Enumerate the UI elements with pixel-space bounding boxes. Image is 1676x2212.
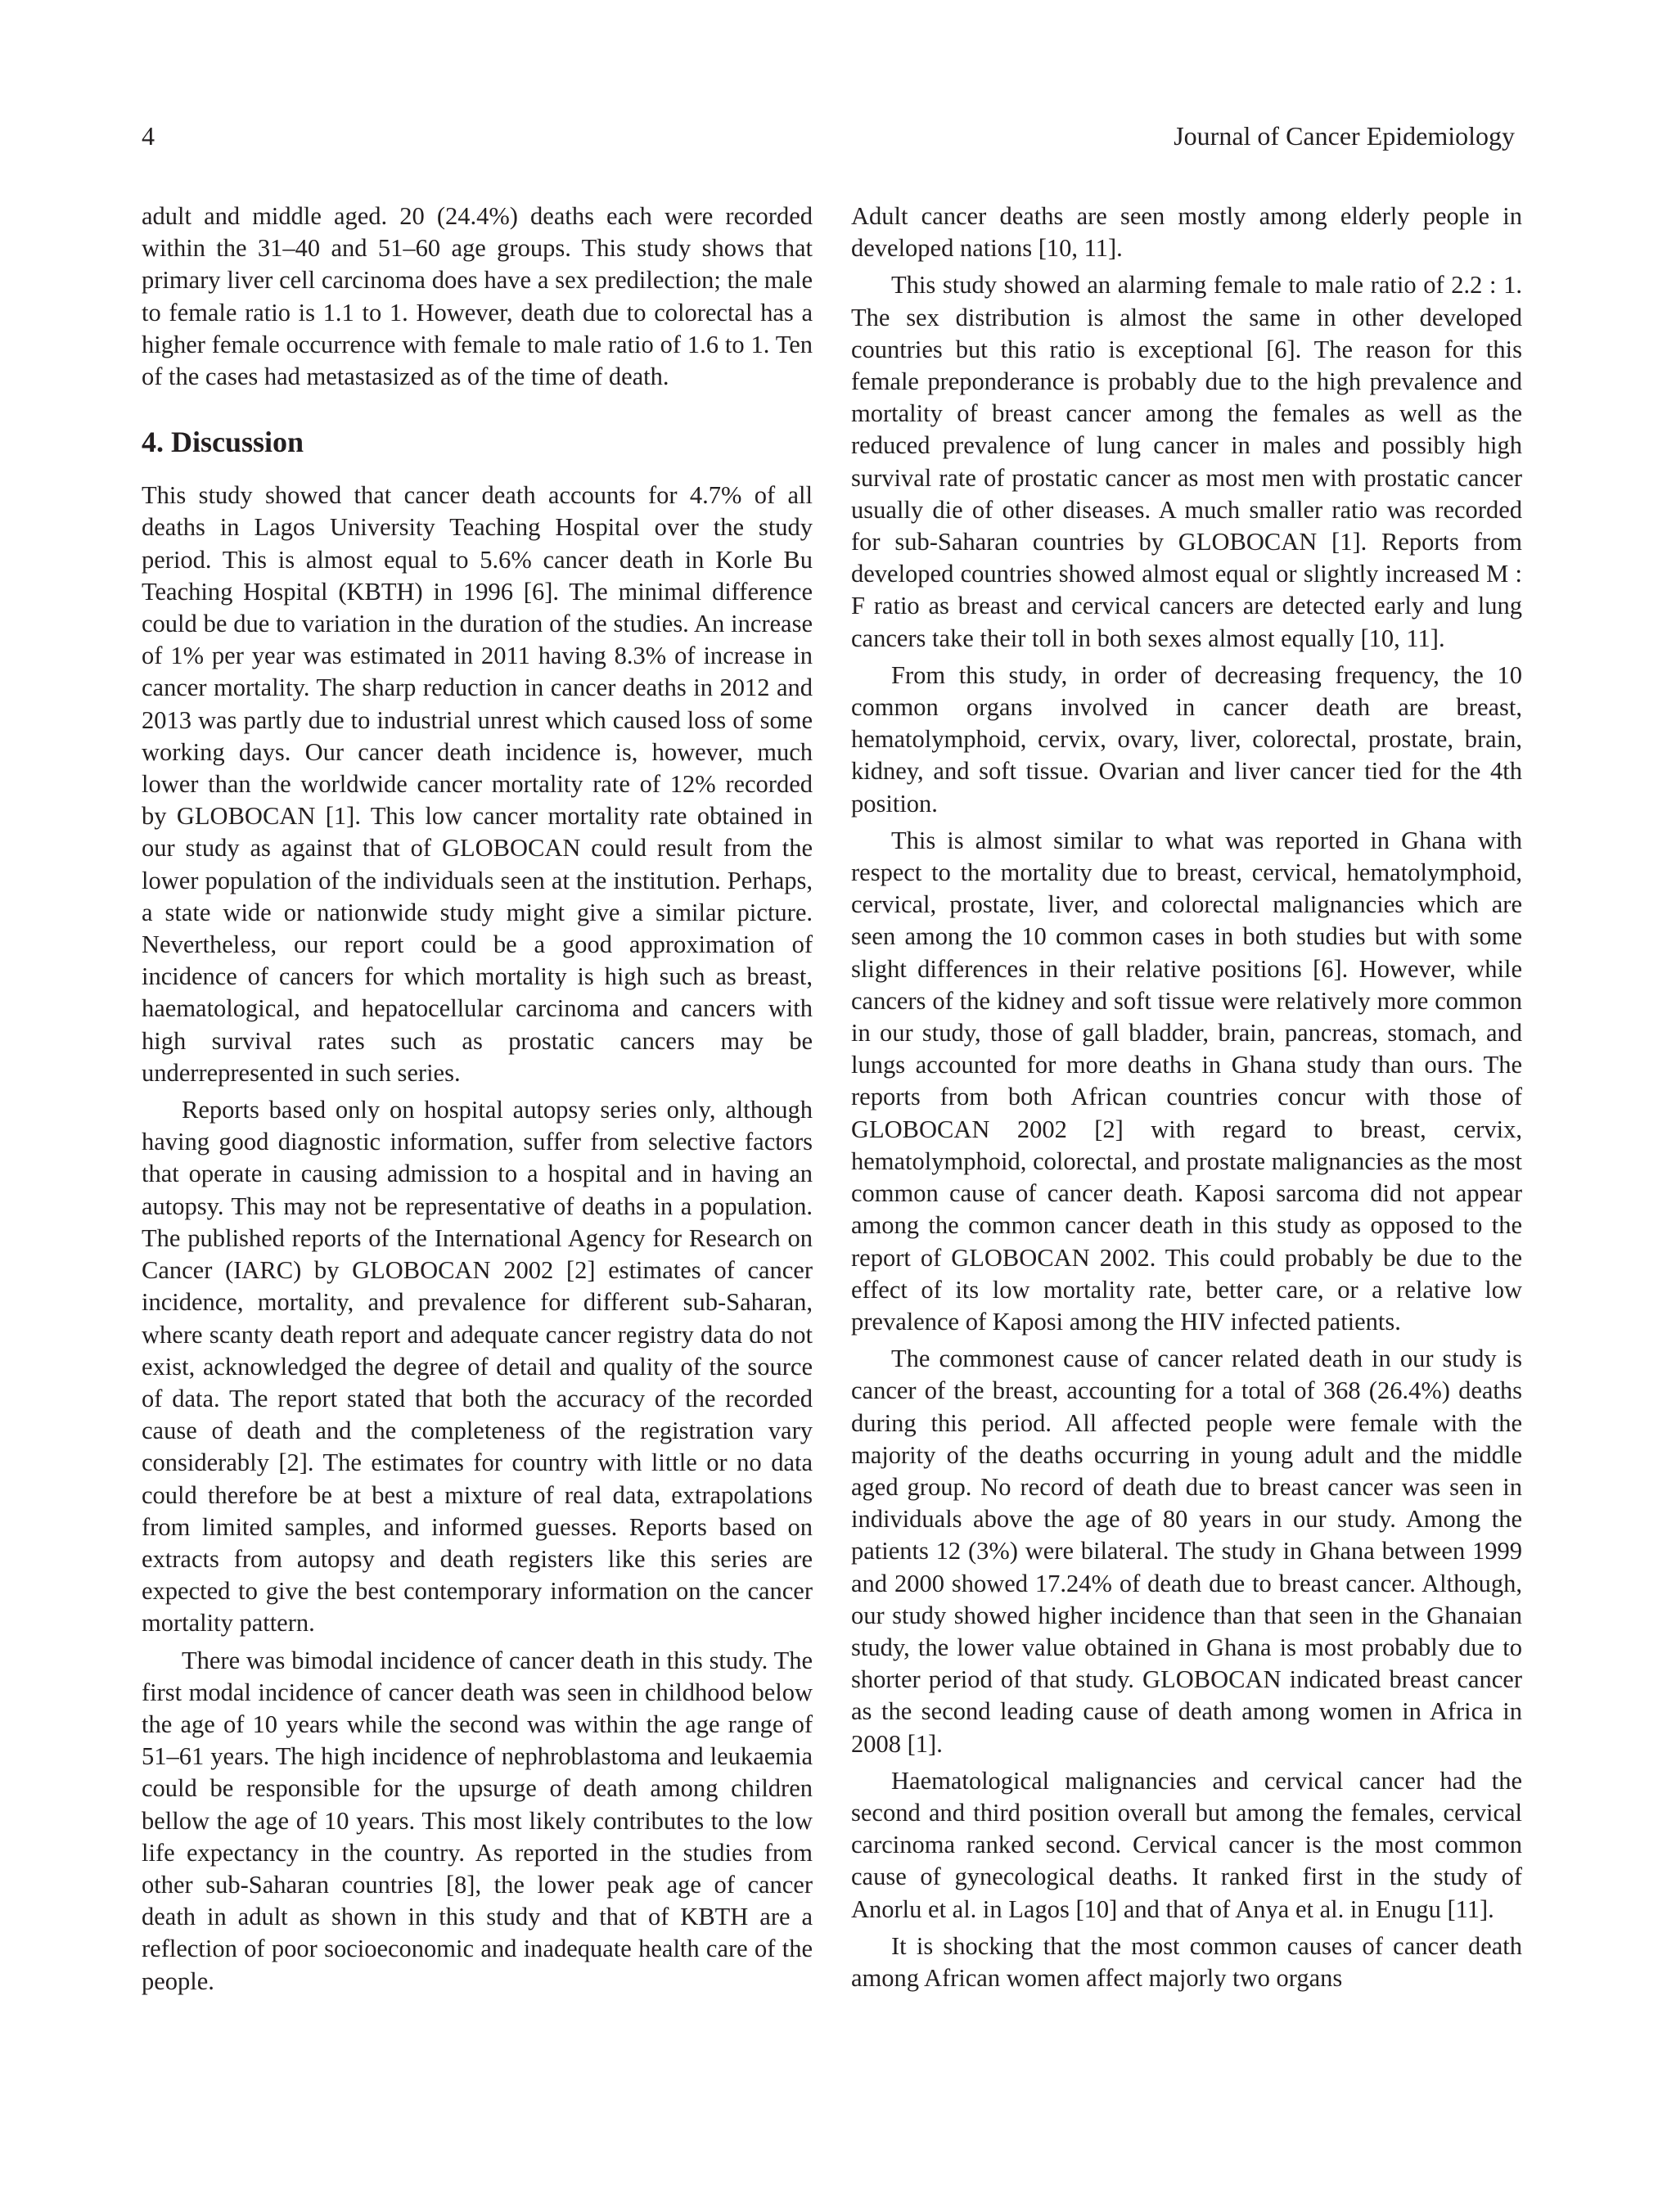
running-header (142, 119, 1515, 152)
left-column (142, 200, 813, 2003)
paragraph-continued: Adult cancer deaths are seen mostly among elderly people in developed nations [10, 11]. (851, 202, 1522, 263)
paragraph: This study showed that cancer death accounts for 4.7% of all deaths in Lagos University Teaching Hospital over the study period. This is almost equal to 5.6% cancer death in Korle Bu Teaching Hospital (KBTH) in 1996 [6]. The minimal difference could be due to variation in the duration of the studies. An increase of 1% per year was estimated in 2011 having 8.3% of increase in cancer mortality. The sharp reduction in cancer deaths in 2012 and 2013 was partly due to industrial unrest which caused loss of some working days. Our cancer death incidence is, however, much lower than the worldwide cancer mortality rate of 12% recorded by GLOBOCAN [1]. This low cancer mortality rate obtained in our study as against that of GLOBOCAN could result from the lower population of the individuals seen at the institution. Perhaps, a state wide or nationwide study might give a similar picture. Nevertheless, our report could be a good approximation of incidence of cancers for which mortality is high such as breast, haematological, and hepatocellular carcinoma and cancers with high survival rates such as prostatic cancers may be underrepresented in such series. (142, 481, 813, 1087)
paragraph: There was bimodal incidence of cancer death in this study. The first modal incidence of cancer death was seen in childhood below the age of 10 years while the second was within the age range of 51–61 years. The high incidence of nephroblastoma and leukaemia could be responsible for the upsurge of death among children bellow the age of 10 years. This most likely contributes to the low life expectancy in the country. As reported in the studies from other sub-Saharan countries [8], the lower peak age of cancer death in adult as shown in this study and that of KBTH are a reflection of poor socioeconomic and inadequate health care of the people. (142, 1646, 813, 1995)
paragraph: It is shocking that the most common causes of cancer death among African women affect majorly two organs (851, 1931, 1522, 1992)
paragraph: Reports based only on hospital autopsy series only, although having good diagnostic information, suffer from selective factors that operate in causing admission to a hospital and in having an autopsy. This may not be representative of deaths in a population. The published reports of the International Agency for Research on Cancer (IARC) by GLOBOCAN 2002 [2] estimates of cancer incidence, mortality, and prevalence for different sub-Saharan, where scanty death report and adequate cancer registry data do not exist, acknowledged the degree of detail and quality of the source of data. The report stated that both the accuracy of the recorded cause of death and the completeness of the registration vary considerably [2]. The estimates for country with little or no data could therefore be at best a mixture of real data, extrapolations from limited samples, and informed guesses. Reports based on extracts from autopsy and death registers like this series are expected to give the best contemporary information on the cancer mortality pattern. (142, 1096, 813, 1638)
section-heading-discussion: 4. Discussion (142, 426, 304, 459)
paragraph: This is almost similar to what was reported in Ghana with respect to the mortality due to breast, cervical, hematolymphoid, cervical, prostate, liver, and colorectal malignancies which are seen among the 10 common cases in both studies but with some slight differences in their relative positions [6]. However, while cancers of the kidney and soft tissue were relatively more common in our study, those of gall bladder, brain, pancreas, stomach, and lungs accounted for more deaths in Ghana study than ours. The reports from both African countries concur with those of GLOBOCAN 2002 [2] with regard to breast, cervix, hematolymphoid, colorectal, and prostate malignancies as the most common cause of cancer death. Kaposi sarcoma did not appear among the common cancer death in this study as opposed to the report of GLOBOCAN 2002. This could probably be due to the effect of its low mortality rate, better care, or a relative low prevalence of Kaposi among the HIV infected patients. (851, 826, 1522, 1336)
paragraph: This study showed an alarming female to male ratio of 2.2 : 1. The sex distribution is almost the same in other developed countries but this ratio is exceptional [6]. The reason for this female preponderance is probably due to the high prevalence and mortality of breast cancer among the females as well as the reduced prevalence of lung cancer in males and possibly high survival rate of prostatic cancer as most men with prostatic cancer usually die of other diseases. A much smaller ratio was recorded for sub-Saharan countries by GLOBOCAN [1]. Reports from developed countries showed almost equal or slightly increased M : F ratio as breast and cervical cancers are detected early and lung cancers take their toll in both sexes almost equally [10, 11]. (851, 271, 1522, 652)
page-number: 4 (142, 121, 155, 151)
paragraph-continued: adult and middle aged. 20 (24.4%) deaths each were recorded within the 31–40 and 51–60 age groups. This study shows that primary liver cell carcinoma does have a sex predilection; the male to female ratio is 1.1 to 1. However, death due to colorectal has a higher female occurrence with female to male ratio of 1.6 to 1. Ten of the cases had metastasized as of the time of death. (142, 202, 813, 391)
paragraph: The commonest cause of cancer related death in our study is cancer of the breast, accounting for a total of 368 (26.4%) deaths during this period. All affected people were female with the majority of the deaths occurring in young adult and the middle aged group. No record of death due to breast cancer was seen in individuals above the age of 80 years in our study. Among the patients 12 (3%) were bilateral. The study in Ghana between 1999 and 2000 showed 17.24% of death due to breast cancer. Although, our study showed higher incidence than that seen in the Ghanaian study, the lower value obtained in Ghana is most probably due to shorter period of that study. GLOBOCAN indicated breast cancer as the second leading cause of death among women in Africa in 2008 [1]. (851, 1345, 1522, 1758)
paragraph: From this study, in order of decreasing frequency, the 10 common organs involved in cancer death are breast, hematolymphoid, cervix, ovary, liver, colorectal, prostate, brain, kidney, and soft tissue. Ovarian and liver cancer tied for the 4th position. (851, 660, 1522, 818)
paragraph: Haematological malignancies and cervical cancer had the second and third position overall but among the females, cervical carcinoma ranked second. Cervical cancer is the most common cause of gynecological deaths. It ranked first in the study of Anorlu et al. in Lagos [10] and that of Anya et al. in Enugu [11]. (851, 1766, 1522, 1923)
right-column (851, 200, 1522, 1999)
journal-title: Journal of Cancer Epidemiology (1174, 121, 1515, 151)
